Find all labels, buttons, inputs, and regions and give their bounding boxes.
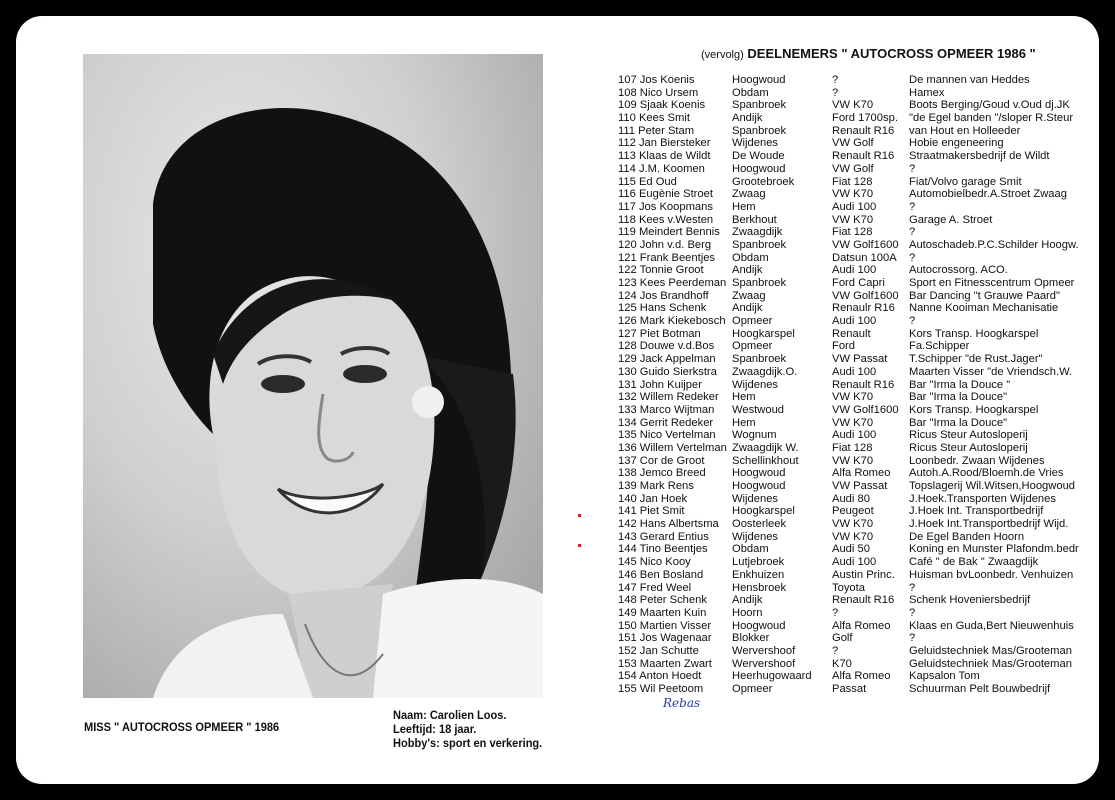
participant-sponsor: Sport en Fitnesscentrum Opmeer xyxy=(909,277,1075,289)
margin-mark xyxy=(578,514,581,517)
participant-sponsor: Automobielbedr.A.Stroet Zwaag xyxy=(909,188,1067,201)
participant-car: Audi 100 xyxy=(832,264,877,277)
participant-sponsor: ? xyxy=(909,632,916,645)
participant-car: Renaulr R16 xyxy=(832,302,895,315)
participant-car: VW K70 xyxy=(832,530,874,543)
participant-car: Passat xyxy=(832,683,867,695)
participant-car: VW Golf1600 xyxy=(832,289,899,302)
participant-car: Alfa Romeo xyxy=(832,619,891,632)
participant-sponsor: Huisman bvLoonbedr. Venhuizen xyxy=(909,568,1074,581)
portrait-photo xyxy=(83,54,543,698)
participant-sponsor: Loonbedr. Zwaan Wijdenes xyxy=(909,454,1045,467)
participant-sponsor: Café " de Bak " Zwaagdijk xyxy=(909,556,1039,569)
participant-town: Spanbroek xyxy=(732,238,787,251)
participant-sponsor: Geluidstechniek Mas/Grooteman xyxy=(909,644,1072,657)
participant-town: Spanbroek xyxy=(732,99,787,112)
participant-sponsor: De mannen van Heddes xyxy=(909,74,1030,86)
participant-entry: 125 Hans Schenk xyxy=(618,302,707,315)
participant-town: Enkhuizen xyxy=(732,568,785,581)
participant-town: Zwaag xyxy=(732,188,766,201)
participant-car: Audi 100 xyxy=(832,200,877,213)
participant-town: Opmeer xyxy=(732,315,773,328)
profile-hobbies: Hobby's: sport en verkering. xyxy=(393,736,543,750)
participant-car: VW Golf1600 xyxy=(832,238,899,251)
participant-sponsor: Schenk Hoveniersbedrijf xyxy=(909,594,1031,607)
participant-entry: 112 Jan Biersteker xyxy=(618,137,711,150)
participant-sponsor: Bar "Irma la Douce" xyxy=(909,416,1008,429)
participant-town: Andijk xyxy=(732,302,763,315)
participant-car: Renault R16 xyxy=(832,594,895,607)
participant-sponsor: ? xyxy=(909,315,916,328)
participant-sponsor: De Egel Banden Hoorn xyxy=(909,530,1025,543)
participant-sponsor: J.Hoek Int.Transportbedrijf Wijd. xyxy=(909,518,1069,531)
participant-sponsor: ? xyxy=(909,581,916,594)
participant-car: Renault R16 xyxy=(832,378,895,391)
participant-car: Austin Princ. xyxy=(832,568,895,581)
participant-town: De Woude xyxy=(732,150,785,163)
participant-car: ? xyxy=(832,74,839,86)
participant-sponsor: Garage A. Stroet xyxy=(909,213,993,226)
participant-car: VW Passat xyxy=(832,353,888,366)
participant-sponsor: Ricus Steur Autosloperij xyxy=(909,429,1028,442)
participant-car: Datsun 100A xyxy=(832,251,897,264)
participant-town: Andijk xyxy=(732,264,763,277)
participant-town: Wognum xyxy=(732,429,777,442)
participant-entry: 137 Cor de Groot xyxy=(618,454,705,467)
participant-sponsor: Autocrossorg. ACO. xyxy=(909,264,1008,277)
participant-car: VW K70 xyxy=(832,99,874,112)
participant-car: Fiat 128 xyxy=(832,226,873,239)
participant-town: Berkhout xyxy=(732,213,777,226)
participant-town: Spanbroek xyxy=(732,124,787,137)
participant-car: Audi 50 xyxy=(832,543,870,556)
heading-prefix: (vervolg) xyxy=(701,49,744,61)
participant-town: Wijdenes xyxy=(732,492,779,505)
participant-entry: 135 Nico Vertelman xyxy=(618,429,716,442)
participant-sponsor: Bar Dancing "t Grauwe Paard" xyxy=(909,289,1060,302)
participant-entry: 121 Frank Beentjes xyxy=(618,251,716,264)
participant-town: Andijk xyxy=(732,594,763,607)
participant-town: Obdam xyxy=(732,86,769,99)
participant-entry: 126 Mark Kiekebosch xyxy=(618,315,726,328)
participant-entry: 153 Maarten Zwart xyxy=(618,657,712,670)
participant-car: Audi 100 xyxy=(832,315,877,328)
participant-town: Wervershoof xyxy=(732,657,796,670)
participant-car: Fiat 128 xyxy=(832,175,873,188)
participant-car: VW K70 xyxy=(832,213,874,226)
participant-entry: 131 John Kuijper xyxy=(618,378,702,391)
miss-caption: MISS " AUTOCROSS OPMEER " 1986 xyxy=(84,720,280,734)
participant-car: Ford xyxy=(832,340,856,353)
participant-town: Opmeer xyxy=(732,683,773,695)
participant-sponsor: Ricus Steur Autosloperij xyxy=(909,441,1028,454)
participant-entry: 143 Gerard Entius xyxy=(618,530,709,543)
participant-sponsor: J.Hoek Int. Transportbedrijf xyxy=(909,505,1044,518)
participant-entry: 107 Jos Koenis xyxy=(618,74,695,86)
participant-car: VW Golf1600 xyxy=(832,403,899,416)
participant-sponsor: van Hout en Holleeder xyxy=(909,124,1021,137)
participant-entry: 148 Peter Schenk xyxy=(618,594,707,607)
participant-sponsor: Bar "Irma la Douce" xyxy=(909,391,1008,404)
participant-car: K70 xyxy=(832,657,852,670)
participant-entry: 119 Meindert Bennis xyxy=(618,226,720,239)
participant-entry: 120 John v.d. Berg xyxy=(618,238,712,251)
participant-car: Alfa Romeo xyxy=(832,467,891,480)
participant-entry: 110 Kees Smit xyxy=(618,112,690,125)
participant-car: Golf xyxy=(832,632,853,645)
participant-car: Toyota xyxy=(832,581,865,594)
participant-town: Grootebroek xyxy=(732,175,795,188)
participant-entry: 150 Martien Visser xyxy=(618,619,712,632)
participant-town: Wijdenes xyxy=(732,378,779,391)
participant-car: ? xyxy=(832,644,839,657)
participant-town: Lutjebroek xyxy=(732,556,785,569)
participant-sponsor: Kors Transp. Hoogkarspel xyxy=(909,403,1039,416)
participant-town: Obdam xyxy=(732,543,769,556)
participant-entry: 111 Peter Stam xyxy=(618,124,695,137)
participant-entry: 149 Maarten Kuin xyxy=(618,606,707,619)
participant-sponsor: Topslagerij Wil.Witsen,Hoogwoud xyxy=(909,480,1076,492)
participant-entry: 122 Tonnie Groot xyxy=(618,264,704,277)
participant-sponsor: Geluidstechniek Mas/Grooteman xyxy=(909,657,1072,670)
participant-entry: 116 Eugènie Stroet xyxy=(618,188,713,201)
participant-car: Ford 1700sp. xyxy=(832,112,898,125)
participant-car: VW K70 xyxy=(832,416,874,429)
participant-sponsor: Bar "Irma la Douce " xyxy=(909,378,1011,391)
participant-town: Zwaagdijk W. xyxy=(732,441,799,454)
participant-entry: 144 Tino Beentjes xyxy=(618,543,708,556)
participant-sponsor: J.Hoek.Transporten Wijdenes xyxy=(909,492,1056,505)
participant-sponsor: Hobie engeneering xyxy=(909,137,1004,150)
participant-entry: 139 Mark Rens xyxy=(618,480,694,492)
participant-town: Wijdenes xyxy=(732,137,779,150)
participant-car: Peugeot xyxy=(832,505,874,518)
participant-town: Wijdenes xyxy=(732,530,779,543)
participant-car: ? xyxy=(832,606,839,619)
participant-sponsor: ? xyxy=(909,226,916,239)
participant-town: Hoogwoud xyxy=(732,467,786,480)
participant-entry: 141 Piet Smit xyxy=(618,505,685,518)
participant-entry: 146 Ben Bosland xyxy=(618,568,704,581)
participant-entry: 133 Marco Wijtman xyxy=(618,403,715,416)
participant-entry: 130 Guido Sierkstra xyxy=(618,365,717,378)
participant-car: Audi 100 xyxy=(832,429,877,442)
participant-sponsor: Kapsalon Tom xyxy=(909,670,980,683)
participant-sponsor: Kors Transp. Hoogkarspel xyxy=(909,327,1039,340)
participant-sponsor: ? xyxy=(909,162,916,175)
participant-town: Hoogwoud xyxy=(732,480,786,492)
participant-car: Alfa Romeo xyxy=(832,670,891,683)
participant-sponsor: Fiat/Volvo garage Smit xyxy=(909,175,1022,188)
participant-town: Andijk xyxy=(732,112,763,125)
participant-entry: 113 Klaas de Wildt xyxy=(618,150,711,163)
participant-sponsor: Autoschadeb.P.C.Schilder Hoogw. xyxy=(909,238,1079,251)
participant-sponsor: T.Schipper "de Rust.Jager" xyxy=(909,353,1043,366)
participant-entry: 132 Willem Redeker xyxy=(618,391,719,404)
participant-entry: 115 Ed Oud xyxy=(618,175,677,188)
participant-entry: 155 Wil Peetoom xyxy=(618,683,704,695)
participant-town: Hoogwoud xyxy=(732,619,786,632)
portrait-illustration xyxy=(83,54,543,698)
participant-town: Heerhugowaard xyxy=(732,670,812,683)
participant-entry: 140 Jan Hoek xyxy=(618,492,688,505)
participant-town: Hoogwoud xyxy=(732,74,786,86)
participant-town: Wervershoof xyxy=(732,644,796,657)
participant-car: VW Passat xyxy=(832,480,888,492)
participant-entry: 127 Piet Botman xyxy=(618,327,701,340)
participant-entry: 145 Nico Kooy xyxy=(618,556,691,569)
participant-town: Zwaagdijk xyxy=(732,226,783,239)
participant-sponsor: ? xyxy=(909,606,916,619)
participants-heading xyxy=(701,46,1036,61)
participant-town: Hoogkarspel xyxy=(732,327,795,340)
participant-sponsor: ? xyxy=(909,251,916,264)
participant-sponsor: ? xyxy=(909,200,916,213)
participant-car: VW K70 xyxy=(832,454,874,467)
participant-entry: 152 Jan Schutte xyxy=(618,644,699,657)
participant-town: Hoogkarspel xyxy=(732,505,795,518)
participant-car: Renault R16 xyxy=(832,124,895,137)
participant-sponsor: "de Egel banden "/sloper R.Steur xyxy=(909,112,1074,125)
participant-car: ? xyxy=(832,86,839,99)
participant-sponsor: Fa.Schipper xyxy=(909,340,970,353)
participant-car: Audi 100 xyxy=(832,365,877,378)
participant-entry: 124 Jos Brandhoff xyxy=(618,289,709,302)
participant-sponsor: Schuurman Pelt Bouwbedrijf xyxy=(909,683,1051,695)
participant-car: VW K70 xyxy=(832,391,874,404)
participant-town: Obdam xyxy=(732,251,769,264)
participant-entry: 109 Sjaak Koenis xyxy=(618,99,706,112)
participant-town: Hoogwoud xyxy=(732,162,786,175)
participant-entry: 142 Hans Albertsma xyxy=(618,518,719,531)
participant-town: Hem xyxy=(732,200,756,213)
participant-town: Opmeer xyxy=(732,340,773,353)
margin-mark xyxy=(578,544,581,547)
participant-entry: 117 Jos Koopmans xyxy=(618,200,713,213)
participant-car: VW K70 xyxy=(832,518,874,531)
participant-car: Renault xyxy=(832,327,871,340)
participant-sponsor: Straatmakersbedrijf de Wildt xyxy=(909,150,1050,163)
handwritten-note: Rebas xyxy=(663,696,701,710)
participant-town: Zwaag xyxy=(732,289,766,302)
participant-entry: 114 J.M. Koomen xyxy=(618,162,705,175)
participant-car: Audi 80 xyxy=(832,492,870,505)
participant-entry: 136 Willem Vertelman xyxy=(618,441,727,454)
participant-sponsor: Hamex xyxy=(909,86,945,99)
participant-town: Blokker xyxy=(732,632,770,645)
participant-car: Audi 100 xyxy=(832,556,877,569)
participant-car: Ford Capri xyxy=(832,277,885,289)
participant-car: Fiat 128 xyxy=(832,441,873,454)
participant-entry: 128 Douwe v.d.Bos xyxy=(618,340,715,353)
participant-sponsor: Boots Berging/Goud v.Oud dj.JK xyxy=(909,99,1070,112)
participant-sponsor: Maarten Visser "de Vriendsch.W. xyxy=(909,365,1073,378)
participant-town: Spanbroek xyxy=(732,277,787,289)
participant-sponsor: Autoh.A.Rood/Bloemh.de Vries xyxy=(909,467,1064,480)
participant-car: Renault R16 xyxy=(832,150,895,163)
participant-town: Hensbroek xyxy=(732,581,787,594)
participant-town: Hoorn xyxy=(732,606,763,619)
participant-entry: 134 Gerrit Redeker xyxy=(618,416,714,429)
profile-age: Leeftijd: 18 jaar. xyxy=(393,722,477,736)
participant-town: Oosterleek xyxy=(732,518,787,531)
participant-car: VW Golf xyxy=(832,162,874,175)
participant-car: VW Golf xyxy=(832,137,874,150)
participant-entry: 108 Nico Ursem xyxy=(618,86,699,99)
profile-name: Naam: Carolien Loos. xyxy=(393,708,507,722)
participant-town: Spanbroek xyxy=(732,353,787,366)
participant-entry: 147 Fred Weel xyxy=(618,581,692,594)
participant-entry: 151 Jos Wagenaar xyxy=(618,632,712,645)
participant-town: Schellinkhout xyxy=(732,454,799,467)
participant-sponsor: Nanne Kooiman Mechanisatie xyxy=(909,302,1059,315)
profile-caption xyxy=(393,708,542,750)
participant-entry: 123 Kees Peerdeman xyxy=(618,277,727,289)
participant-town: Hem xyxy=(732,416,756,429)
participant-entry: 129 Jack Appelman xyxy=(618,353,716,366)
participant-town: Westwoud xyxy=(732,403,785,416)
participant-entry: 138 Jemco Breed xyxy=(618,467,706,480)
participant-town: Hem xyxy=(732,391,756,404)
participant-sponsor: Klaas en Guda,Bert Nieuwenhuis xyxy=(909,619,1074,632)
participant-sponsor: Koning en Munster Plafondm.bedr xyxy=(909,543,1079,556)
heading-title: DEELNEMERS " AUTOCROSS OPMEER 1986 " xyxy=(747,46,1036,61)
participant-entry: 154 Anton Hoedt xyxy=(618,670,702,683)
participant-car: VW K70 xyxy=(832,188,874,201)
participant-town: Zwaagdijk.O. xyxy=(732,365,798,378)
magazine-page xyxy=(16,16,1099,784)
participant-entry: 118 Kees v.Westen xyxy=(618,213,714,226)
